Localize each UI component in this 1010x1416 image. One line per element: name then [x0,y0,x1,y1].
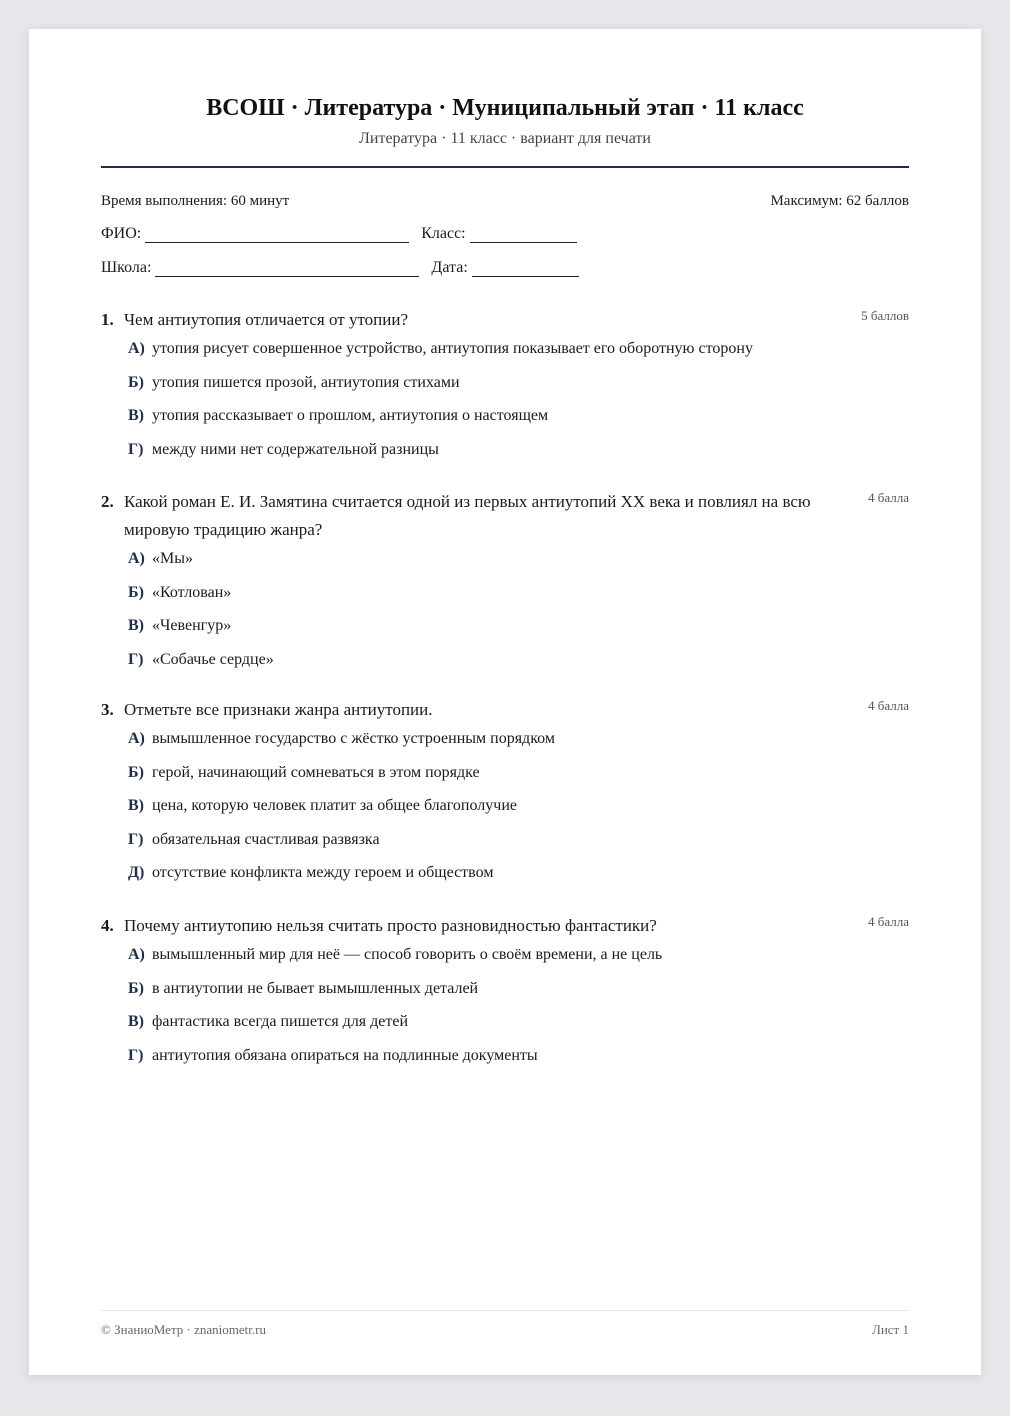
question-points: 4 балла [868,698,909,713]
option-g[interactable] [101,831,909,865]
option-text: герой, начинающий сомневаться в этом порядке [152,763,480,781]
time-limit: Время выполнения: 60 минут [101,193,290,209]
option-list [101,550,909,684]
question-number: 4. [101,916,114,935]
option-text: обязательная счастливая развязка [152,830,380,848]
option-a[interactable] [101,340,909,374]
option-g[interactable] [101,441,909,475]
option-v[interactable] [101,617,909,651]
option-text: «Чевенгур» [152,617,232,634]
option-v[interactable] [101,797,909,831]
option-text: цена, которую человек платит за общее благополучие [152,797,517,814]
field-row-school-date [101,259,579,277]
question-number: 3. [101,700,114,719]
option-letter: Б) [128,763,144,781]
page-subtitle: Литература · 11 класс · вариант для печати [359,130,651,147]
option-v[interactable] [101,407,909,441]
option-text: утопия рисует совершенное устройство, антиутопия показывает его оборотную сторону [152,340,753,357]
option-letter: Г) [128,650,144,668]
question-4 [101,912,909,1080]
option-v[interactable] [101,1013,909,1047]
option-letter: В) [128,1013,144,1030]
option-letter: Г) [128,440,144,458]
option-list [101,340,909,474]
footer [101,1322,909,1338]
option-letter: А) [128,730,145,747]
option-text: вымышленное государство с жёстко устроенным порядком [152,730,555,747]
option-g[interactable] [101,651,909,685]
question-3 [101,696,909,898]
option-g[interactable] [101,1047,909,1081]
option-a[interactable] [101,946,909,980]
option-letter: А) [128,946,145,963]
question-points: 4 балла [868,914,909,929]
field-row-name-class [101,225,577,243]
question-text: Чем антиутопия отличается от утопии? [124,310,408,329]
option-letter: Б) [128,583,144,601]
sheet-content [101,29,909,1375]
page-title: ВСОШ · Литература · Муниципальный этап · 11 класс [206,95,804,121]
option-text: отсутствие конфликта между героем и обществом [152,864,494,881]
option-letter: В) [128,407,144,424]
option-text: между ними нет содержательной разницы [152,440,439,458]
option-text: фантастика всегда пишется для детей [152,1013,409,1030]
option-a[interactable] [101,550,909,584]
question-1 [101,306,909,474]
question-points: 5 баллов [861,308,909,323]
option-letter: А) [128,550,145,567]
max-score: Максимум: 62 баллов [770,193,909,209]
option-letter: Г) [128,830,144,848]
option-letter: В) [128,797,144,814]
option-b[interactable] [101,980,909,1014]
question-2 [101,488,909,684]
date-label: Дата: [431,259,468,276]
question-number: 2. [101,492,114,511]
school-field[interactable] [155,260,419,277]
option-text: антиутопия обязана опираться на подлинные документы [152,1046,538,1064]
option-text: утопия пишется прозой, антиутопия стихами [152,373,460,391]
question-text: Какой роман Е. И. Замятина считается одной из первых антиутопий XX века и повлиял на всю мировую традицию жанра? [124,492,811,539]
option-list [101,946,909,1080]
question-text: Почему антиутопию нельзя считать просто разновидностью фантастики? [124,916,657,935]
date-field[interactable] [472,260,579,277]
option-letter: Б) [128,373,144,391]
question-number: 1. [101,310,114,329]
class-label: Класс: [421,225,466,242]
option-a[interactable] [101,730,909,764]
class-field[interactable] [470,226,577,243]
option-letter: А) [128,340,145,357]
name-field[interactable] [145,226,409,243]
option-text: «Котлован» [152,583,232,601]
option-b[interactable] [101,374,909,408]
option-letter: В) [128,617,144,634]
option-d[interactable] [101,864,909,898]
option-letter: Г) [128,1046,144,1064]
option-list [101,730,909,898]
exam-sheet [29,29,981,1375]
footer-copyright: © ЗнаниоМетр · znaniometr.ru [101,1322,266,1337]
question-points: 4 балла [868,490,909,505]
option-text: «Собачье сердце» [152,650,274,668]
name-label: ФИО: [101,225,142,242]
school-label: Школа: [101,259,152,276]
option-b[interactable] [101,764,909,798]
option-b[interactable] [101,584,909,618]
option-letter: Б) [128,979,144,997]
footer-divider [101,1310,909,1311]
header-divider [101,166,909,168]
option-text: вымышленный мир для неё — способ говорить о своём времени, а не цель [152,946,663,963]
question-text: Отметьте все признаки жанра антиутопии. [124,700,433,719]
option-letter: Д) [128,864,145,881]
footer-page-number: Лист 1 [872,1322,909,1337]
option-text: «Мы» [152,550,193,567]
option-text: в антиутопии не бывает вымышленных деталей [152,979,479,997]
option-text: утопия рассказывает о прошлом, антиутопия о настоящем [152,407,549,424]
meta-row [101,193,909,210]
